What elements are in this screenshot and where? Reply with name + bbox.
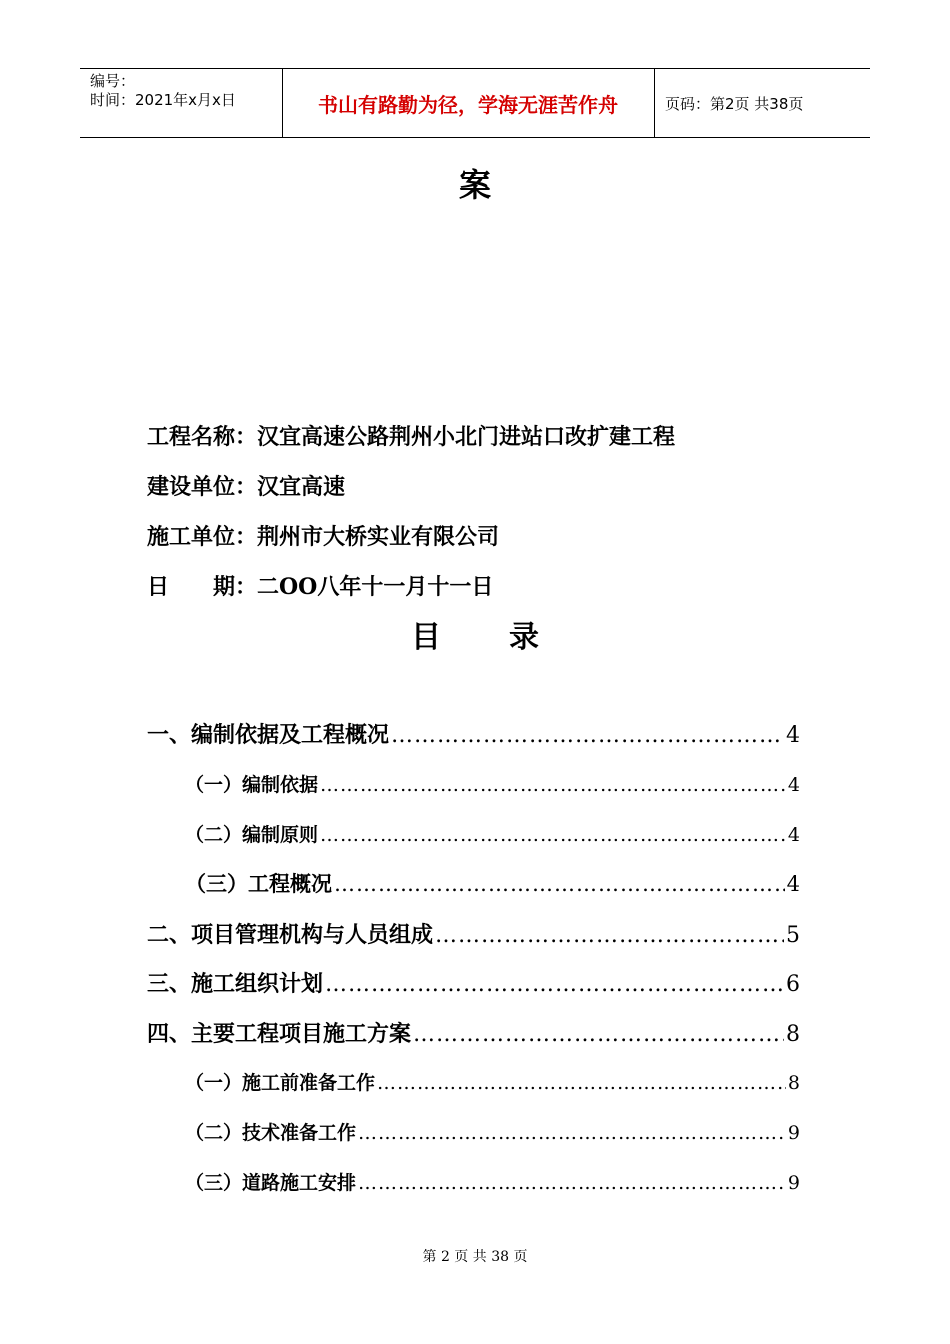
toc-entry-page: 8 [787, 1072, 800, 1094]
toc-entry[interactable] [147, 718, 800, 749]
toc-leader [377, 1072, 786, 1095]
info-value: 二OO八年十一月十一日 [257, 574, 494, 600]
toc-entry[interactable] [185, 820, 800, 847]
toc-entry-label: （二）编制原则 [185, 824, 319, 846]
header-motto: 书山有路勤为径，学海无涯苦作舟 [282, 69, 655, 137]
toc-entry-page: 9 [787, 1172, 800, 1194]
info-date [147, 570, 493, 601]
info-construction-unit [147, 470, 345, 501]
header-time-label: 时间：2021年x月x日 [90, 91, 236, 109]
toc-entry[interactable] [185, 1168, 800, 1195]
toc-title-char: 录 [509, 620, 539, 655]
toc-entry-label: 三、施工组织计划 [147, 971, 324, 997]
toc-leader [413, 1022, 784, 1048]
toc-entry-label: （一）施工前准备工作 [185, 1072, 376, 1094]
toc-entry-page: 4 [786, 723, 800, 748]
toc-entry[interactable] [147, 967, 800, 998]
toc-entry-page: 4 [787, 824, 800, 846]
toc-entry[interactable] [185, 1068, 800, 1095]
toc-leader [325, 972, 784, 998]
info-label: 日 期： [147, 574, 258, 600]
toc-entry[interactable] [185, 1118, 800, 1145]
info-label: 建设单位： [147, 474, 258, 500]
toc-entry-label: 四、主要工程项目施工方案 [147, 1021, 412, 1047]
toc-entry-page: 4 [786, 872, 800, 896]
toc-entry-label: （二）技术准备工作 [185, 1122, 357, 1144]
toc-leader [320, 774, 786, 797]
toc-leader [358, 1122, 786, 1145]
toc-leader [435, 923, 784, 949]
toc-leader [320, 824, 786, 847]
info-label: 工程名称： [147, 424, 258, 450]
toc-leader [391, 723, 784, 749]
toc-entry[interactable] [147, 1017, 800, 1048]
toc-entry-label: （一）编制依据 [185, 774, 319, 796]
toc-entry-page: 9 [787, 1122, 800, 1144]
page-footer: 第 2 页 共 38 页 [422, 1249, 528, 1265]
toc-title [0, 612, 950, 656]
title-fragment: 案 [458, 166, 491, 204]
toc-entry-page: 4 [787, 774, 800, 796]
info-value: 汉宜高速公路荆州小北门进站口改扩建工程 [257, 424, 676, 450]
toc-entry-label: （三）工程概况 [185, 871, 332, 896]
toc-title-char: 目 [411, 620, 441, 655]
toc-leader [334, 872, 785, 897]
toc-entry-page: 6 [786, 972, 800, 997]
info-value: 汉宜高速 [257, 474, 346, 500]
toc-entry[interactable] [147, 918, 800, 949]
toc-entry-label: （三）道路施工安排 [185, 1172, 357, 1194]
toc-entry-label: 一、编制依据及工程概况 [147, 722, 390, 748]
toc-entry[interactable] [185, 770, 800, 797]
toc-entry-page: 8 [786, 1022, 800, 1047]
header-left-cell [80, 69, 283, 137]
toc-entry-page: 5 [786, 923, 800, 948]
info-label: 施工单位： [147, 524, 258, 550]
info-project-name [147, 420, 675, 451]
toc-entry-label: 二、项目管理机构与人员组成 [147, 922, 434, 948]
info-value: 荆州市大桥实业有限公司 [257, 524, 500, 550]
page-header [80, 68, 870, 138]
info-builder-unit [147, 520, 499, 551]
header-number-label: 编号： [90, 72, 136, 90]
header-page-label: 页码：第2页 共38页 [665, 94, 804, 113]
toc-entry[interactable] [185, 868, 800, 898]
toc-leader [358, 1172, 786, 1195]
